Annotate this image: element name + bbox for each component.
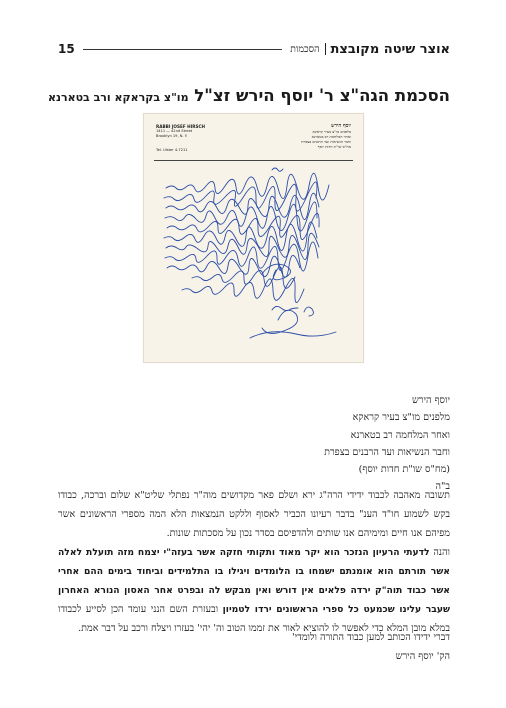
header-separator	[325, 43, 326, 55]
running-header	[58, 40, 450, 58]
letterhead-english: RABBI JOSEF HIRSCH 1411 — 42nd Street Brooklyn 19, N. Y. Tel. Ulster 4-7211	[156, 124, 206, 152]
bh-mark: ב"ה	[435, 481, 450, 493]
letterhead-rule	[154, 160, 353, 161]
paragraph-approbation: והנה לדעתי הרעיון הנזכר הוא יקר מאוד ותקותי חזקה אשר בעזה"י יצמח מזה תועלת לאלה אשר תורתם הוא אומנתם ישמחו בו הלומדים ויגילו בו התלמידים וביחוד בימים ההם אחרי אשר כבוד תוה"ק ירדה פלאים אין דורש ואין מבקש לה ובפרט אחר האסון הנורא האחרון שעבר עלינו שכמעט כל ספרי הראשונים ירדו לטמיון ובעזרת השם הנני עומד הכן לסייע לכבודו במלא מובן המלא כדי לאפשר לו להוציא לאור את זממו הטוב וה' יהי' בעזרו ויצלח ורכב על דבר אמת.	[58, 547, 450, 634]
letterhead-hebrew: יוסף הירש מלפנים מו"צ בעיר קראקא ואחר המלחמה רב בטארנא וחבר הנשיאות ועד הרבנים בצפרת מח"ס שו"ת חדות יוסף	[301, 123, 351, 149]
bold-passage: לדעתי הרעיון הנזכר הוא יקר מאוד ותקותי חזקה אשר בעזה"י יצמח מזה תועלת לאלה אשר תורתם הוא אומנתם ישמחו בו הלומדים ויגילו בו התלמידים וביחוד בימים ההם אחרי אשר כבוד תוה"ק ירדה פלאים אין דורש ואין מבקש לה ובפרט אחר האסון הנורא האחרון שעבר עלינו שכמעט כל ספרי הראשונים ירדו לטמיון	[58, 547, 450, 615]
section-name: הסכמות	[290, 43, 320, 55]
page-title	[47, 86, 450, 105]
letter-scan-image	[143, 113, 364, 363]
handwritten-letter-text	[152, 162, 355, 357]
title-sub: מו"צ בקראקא ורב בטארנא	[47, 91, 189, 104]
title-main: הסכמת הגה"צ ר' יוסף הירש זצ"ל	[194, 86, 450, 105]
book-title: אוצר שיטה מקובצת	[330, 41, 450, 57]
paragraph-greeting: תשובה מאהבה לכבוד ידידי הרה"ג ירא ושלם פאר מקדושים מוה"ר נפתלי שליט"א שלום וברכה, כבודו בקש לשמוע חו"ד הענ" בדבר רעיונו הכביר לאסוף וללקט הנמצאות הלא המה מספרי הראשונים אשר מפיהם אנו חיים ומימיהם אנו שותים ולהדפיסם בסדר נכון על מסכתות שונות.	[58, 490, 450, 539]
signature-address-block: יוסף הירש מלפנים מו"צ בעיר קראקא ואחר המלחמה רב בטארנא וחבר הנשיאות ועד הרבנים בצפרת (מח"ס שו"ת חדות יוסף) ב"ה	[58, 392, 450, 496]
closing-signer: הק' יוסף הירש	[395, 651, 450, 662]
header-rule	[83, 49, 282, 50]
page-number: 15	[58, 42, 75, 56]
closing-signature	[58, 628, 450, 666]
closing-line: דברי ידידו הכותב למען כבוד התורה ולומדי'	[292, 632, 450, 643]
